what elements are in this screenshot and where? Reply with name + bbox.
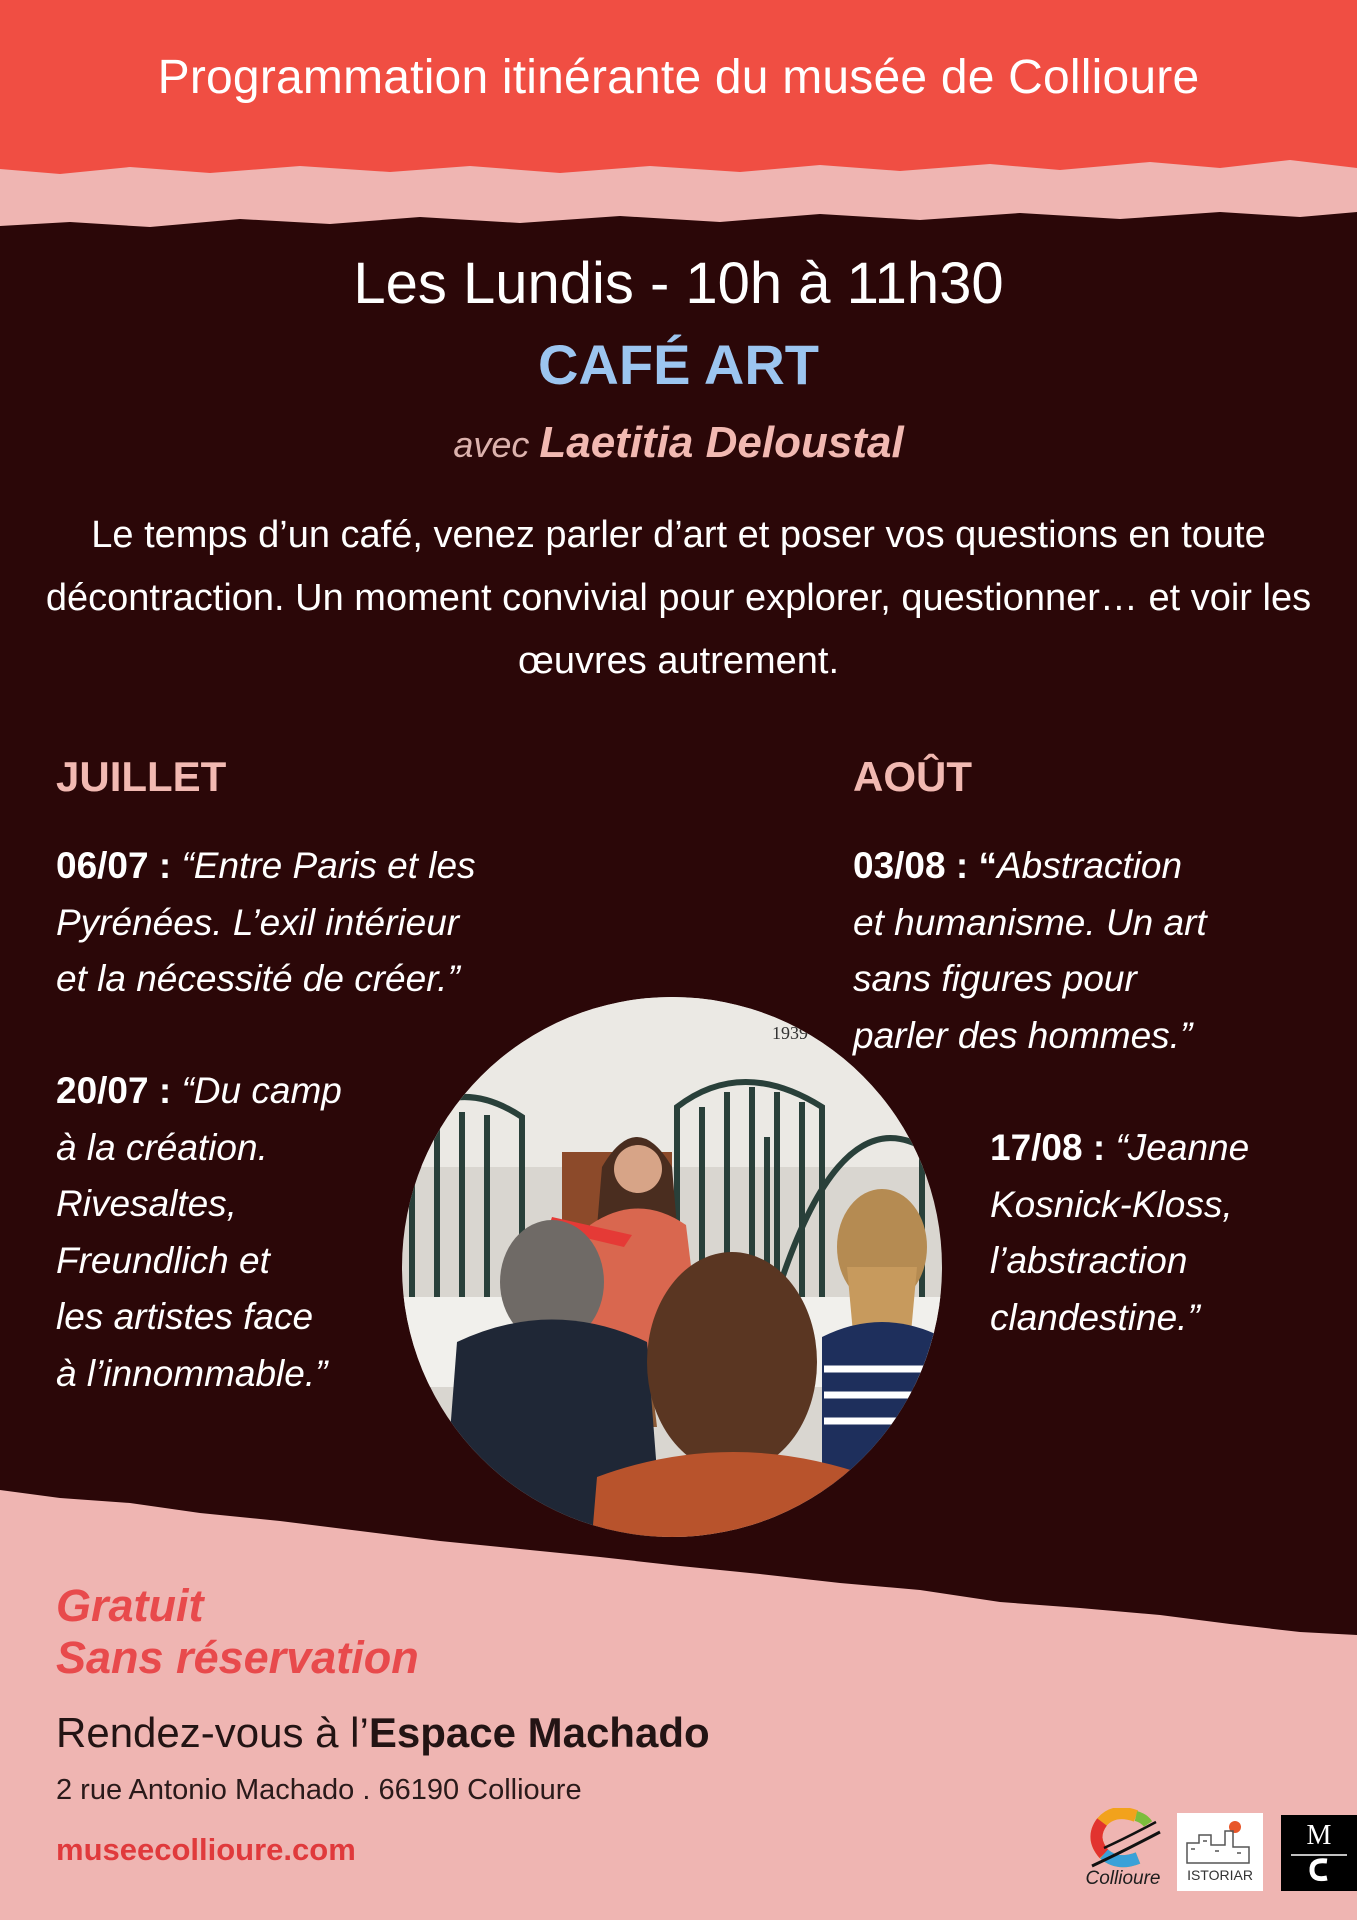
session-date: 17/08 : [990, 1127, 1106, 1168]
session-date: 03/08 : “ [853, 845, 997, 886]
session-2007 [56, 1063, 342, 1402]
meeting-prefix: Rendez-vous à l’ [56, 1709, 369, 1756]
website-link[interactable]: museecollioure.com [56, 1832, 356, 1867]
session-0607 [56, 838, 476, 1008]
month-august-label: AOÛT [853, 753, 972, 800]
istoriar-logo-icon [1177, 1813, 1263, 1891]
collioure-logo-icon [1074, 1808, 1170, 1894]
venue-address: 2 rue Antonio Machado . 66190 Collioure [56, 1774, 582, 1806]
session-0308 [853, 838, 1207, 1064]
no-booking-label: Sans réservation [56, 1632, 419, 1683]
free-label: Gratuit [56, 1580, 204, 1631]
session-title: “Du camp à la création. Rivesaltes, Freundlich et les artistes face à l’innommable.” [56, 1070, 342, 1394]
month-july-label: JUILLET [56, 753, 227, 800]
header-title: Programmation itinérante du musée de Collioure [157, 51, 1200, 104]
session-title: Abstraction et humanisme. Un art sans figures pour parler des hommes.” [853, 845, 1207, 1056]
host-prefix: avec [453, 424, 530, 465]
musee-logo-icon [1281, 1815, 1357, 1891]
schedule-line: Les Lundis - 10h à 11h30 [353, 251, 1004, 316]
event-title: CAFÉ ART [537, 333, 819, 396]
pricing-info [56, 1580, 419, 1684]
host-name: Laetitia Deloustal [539, 418, 904, 467]
session-title: “Entre Paris et les Pyrénées. L’exil intérieur et la nécessité de créer.” [56, 845, 476, 999]
svg-text:1939: 1939 [772, 1023, 808, 1043]
venue-name: Espace Machado [368, 1709, 710, 1756]
session-title: “Jeanne Kosnick-Kloss, l’abstraction clandestine.” [990, 1127, 1250, 1338]
meeting-point [56, 1705, 710, 1761]
event-description: Le temps d’un café, venez parler d’art et poser vos questions en toute décontraction. Un moment convivial pour explorer, questionner… et voir les œuvres autrement. [45, 514, 1312, 682]
host-line [0, 418, 1357, 478]
istoriar-logo-label: ISTORIAR [1187, 1867, 1253, 1883]
session-date: 06/07 : [56, 845, 172, 886]
musee-logo-mark: M [1306, 1820, 1332, 1851]
session-date: 20/07 : [56, 1070, 172, 1111]
collioure-logo-label: Collioure [1085, 1868, 1161, 1889]
session-1708 [990, 1120, 1249, 1346]
event-photo [402, 997, 942, 1537]
